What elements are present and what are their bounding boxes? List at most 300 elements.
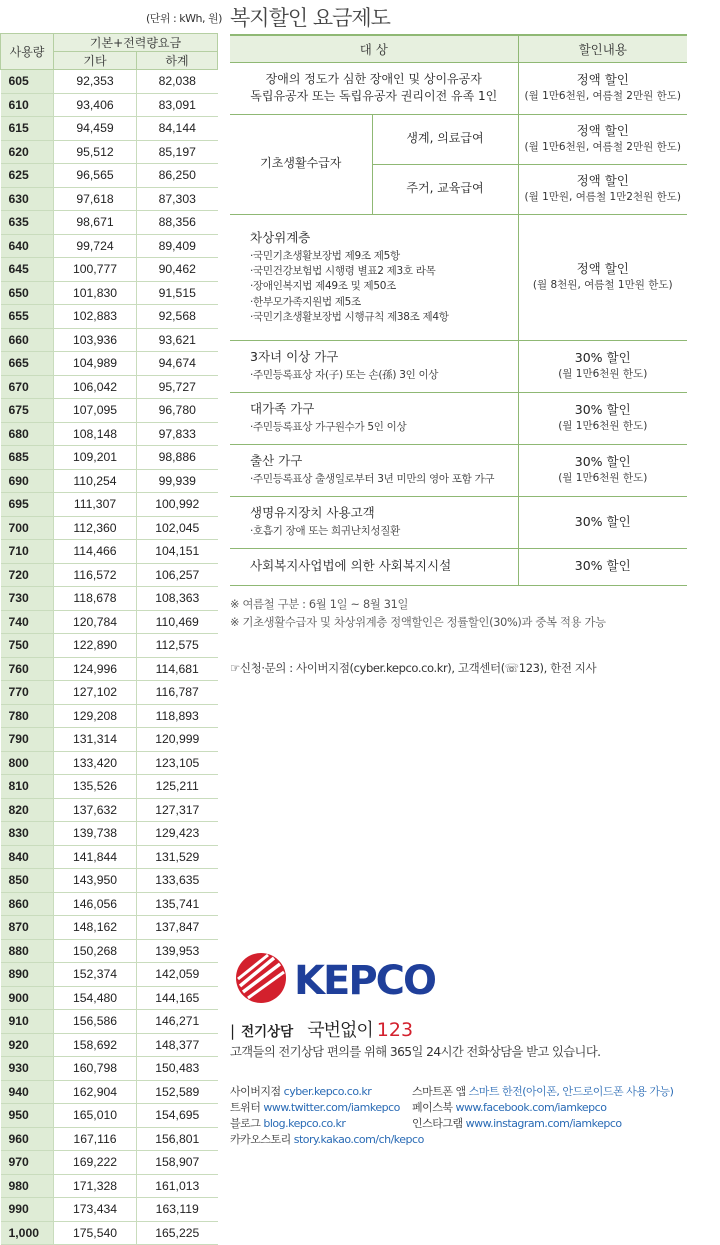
consult-label: 전기상담 xyxy=(241,1024,294,1040)
summer-charge-cell: 146,271 xyxy=(137,1010,218,1034)
usage-cell: 610 xyxy=(1,93,54,117)
rate-row xyxy=(1,892,218,916)
rate-row xyxy=(1,305,218,329)
other-charge-cell: 122,890 xyxy=(54,634,137,658)
discount-sub: (월 1만6천원, 여름철 2만원 한도) xyxy=(524,90,681,103)
rate-row xyxy=(1,258,218,282)
summer-charge-cell: 87,303 xyxy=(137,187,218,211)
discount-main: 정액 할인 xyxy=(576,261,629,277)
summer-charge-cell: 93,621 xyxy=(137,328,218,352)
usage-cell: 660 xyxy=(1,328,54,352)
other-charge-cell: 127,102 xyxy=(54,681,137,705)
usage-cell: 980 xyxy=(1,1174,54,1198)
discount-sub: (월 8천원, 여름철 1만원 한도) xyxy=(532,279,673,292)
contact-label: 트위터 xyxy=(230,1101,261,1114)
summer-charge-cell: 135,741 xyxy=(137,892,218,916)
summer-charge-cell: 83,091 xyxy=(137,93,218,117)
rate-row xyxy=(1,1198,218,1222)
birth-target xyxy=(230,444,518,496)
usage-cell: 680 xyxy=(1,422,54,446)
welfare-table xyxy=(230,34,687,586)
other-charge-cell: 133,420 xyxy=(54,751,137,775)
usage-cell: 710 xyxy=(1,540,54,564)
rate-row xyxy=(1,1221,218,1245)
rate-row xyxy=(1,845,218,869)
life-support-line: ·호흡기 장애 또는 희귀난치성질환 xyxy=(250,525,400,538)
other-charge-cell: 129,208 xyxy=(54,704,137,728)
usage-cell: 780 xyxy=(1,704,54,728)
summer-charge-cell: 148,377 xyxy=(137,1033,218,1057)
discount-main: 정액 할인 xyxy=(576,72,629,88)
other-charge-cell: 143,950 xyxy=(54,869,137,893)
summer-charge-cell: 137,847 xyxy=(137,916,218,940)
usage-cell: 990 xyxy=(1,1198,54,1222)
usage-cell: 650 xyxy=(1,281,54,305)
contact-link[interactable]: story.kakao.com/ch/kepco xyxy=(293,1133,424,1146)
contact-twitter xyxy=(230,1099,400,1115)
contact-label: 페이스북 xyxy=(412,1101,453,1114)
other-charge-cell: 167,116 xyxy=(54,1127,137,1151)
large-family-line: ·주민등록표상 가구원수가 5인 이상 xyxy=(250,421,407,434)
summer-charge-cell: 106,257 xyxy=(137,563,218,587)
rate-row xyxy=(1,986,218,1010)
summer-charge-cell: 133,635 xyxy=(137,869,218,893)
other-charge-cell: 97,618 xyxy=(54,187,137,211)
life-support-target xyxy=(230,496,518,548)
rate-row xyxy=(1,140,218,164)
other-charge-cell: 94,459 xyxy=(54,117,137,141)
summer-charge-cell: 139,953 xyxy=(137,939,218,963)
other-charge-cell: 150,268 xyxy=(54,939,137,963)
other-charge-cell: 173,434 xyxy=(54,1198,137,1222)
other-charge-cell: 112,360 xyxy=(54,516,137,540)
usage-cell: 920 xyxy=(1,1033,54,1057)
near-poor-line: ·국민건강보험법 시행령 별표2 제3호 라목 xyxy=(250,265,436,278)
other-charge-cell: 95,512 xyxy=(54,140,137,164)
row-birth xyxy=(230,444,687,496)
usage-cell: 840 xyxy=(1,845,54,869)
usage-cell: 690 xyxy=(1,469,54,493)
usage-cell: 675 xyxy=(1,399,54,423)
other-charge-cell: 109,201 xyxy=(54,446,137,470)
summer-charge-cell: 118,893 xyxy=(137,704,218,728)
note-summer-period: ※ 여름철 구분 : 6월 1일 ~ 8월 31일 xyxy=(230,598,409,611)
summer-charge-cell: 114,681 xyxy=(137,657,218,681)
other-charge-cell: 106,042 xyxy=(54,375,137,399)
usage-cell: 605 xyxy=(1,70,54,94)
discount-main: 30% 할인 xyxy=(574,513,631,529)
summer-charge-cell: 142,059 xyxy=(137,963,218,987)
rate-row xyxy=(1,634,218,658)
summer-charge-cell: 116,787 xyxy=(137,681,218,705)
disabled-line1: 장애의 정도가 심한 장애인 및 상이유공자 xyxy=(265,71,482,86)
rate-row xyxy=(1,1104,218,1128)
usage-cell: 890 xyxy=(1,963,54,987)
rate-row xyxy=(1,939,218,963)
other-charge-cell: 124,996 xyxy=(54,657,137,681)
summer-charge-cell: 112,575 xyxy=(137,634,218,658)
near-poor-line: ·국민기초생활보장법 시행규칙 제38조 제4항 xyxy=(250,310,449,323)
discount-main: 30% 할인 xyxy=(574,350,631,366)
near-poor-line: ·국민기초생활보장법 제9조 제5항 xyxy=(250,250,400,263)
other-charge-cell: 171,328 xyxy=(54,1174,137,1198)
usage-cell: 665 xyxy=(1,352,54,376)
rate-table-unit: (단위 : kWh, 원) xyxy=(146,12,222,25)
usage-cell: 960 xyxy=(1,1127,54,1151)
summer-charge-cell: 120,999 xyxy=(137,728,218,752)
header-discount: 할인내용 xyxy=(518,35,687,62)
rate-table-body xyxy=(1,70,218,1245)
rate-row xyxy=(1,751,218,775)
usage-cell: 810 xyxy=(1,775,54,799)
usage-cell: 695 xyxy=(1,493,54,517)
rate-row xyxy=(1,328,218,352)
summer-charge-cell: 110,469 xyxy=(137,610,218,634)
other-charge-cell: 169,222 xyxy=(54,1151,137,1175)
rate-row xyxy=(1,493,218,517)
usage-cell: 850 xyxy=(1,869,54,893)
summer-charge-cell: 85,197 xyxy=(137,140,218,164)
other-charge-cell: 148,162 xyxy=(54,916,137,940)
usage-cell: 790 xyxy=(1,728,54,752)
contact-facebook xyxy=(412,1099,606,1115)
contact-instagram xyxy=(412,1115,622,1131)
contact-link[interactable]: www.facebook.com/iamkepco xyxy=(455,1101,607,1114)
summer-charge-cell: 99,939 xyxy=(137,469,218,493)
rate-row xyxy=(1,1010,218,1034)
contact-link[interactable]: www.twitter.com/iamkepco xyxy=(263,1101,400,1114)
contact-link[interactable]: blog.kepco.co.kr xyxy=(263,1117,346,1130)
other-charge-cell: 135,526 xyxy=(54,775,137,799)
usage-cell: 645 xyxy=(1,258,54,282)
rate-row xyxy=(1,117,218,141)
usage-cell: 860 xyxy=(1,892,54,916)
other-charge-cell: 108,148 xyxy=(54,422,137,446)
rate-row xyxy=(1,1174,218,1198)
usage-cell: 635 xyxy=(1,211,54,235)
rate-row xyxy=(1,422,218,446)
disabled-line2: 독립유공자 또는 독립유공자 권리이전 유족 1인 xyxy=(250,89,498,103)
summer-charge-cell: 154,695 xyxy=(137,1104,218,1128)
rate-row xyxy=(1,93,218,117)
basic-livelihood-sub2-discount xyxy=(518,164,687,214)
other-charge-cell: 160,798 xyxy=(54,1057,137,1081)
discount-main: 정액 할인 xyxy=(576,123,629,139)
other-charge-cell: 139,738 xyxy=(54,822,137,846)
rate-row xyxy=(1,869,218,893)
rate-row xyxy=(1,798,218,822)
usage-cell: 760 xyxy=(1,657,54,681)
contact-link[interactable]: www.instagram.com/iamkepco xyxy=(465,1117,622,1130)
usage-cell: 820 xyxy=(1,798,54,822)
other-charge-cell: 104,989 xyxy=(54,352,137,376)
rate-row xyxy=(1,540,218,564)
summer-charge-cell: 84,144 xyxy=(137,117,218,141)
basic-livelihood-sub2-label: 주거, 교육급여 xyxy=(372,164,518,214)
usage-cell: 655 xyxy=(1,305,54,329)
usage-cell: 970 xyxy=(1,1151,54,1175)
summer-charge-cell: 98,886 xyxy=(137,446,218,470)
other-charge-cell: 146,056 xyxy=(54,892,137,916)
rate-row xyxy=(1,704,218,728)
usage-cell: 730 xyxy=(1,587,54,611)
other-charge-cell: 154,480 xyxy=(54,986,137,1010)
near-poor-line: ·한부모가족지원법 제5조 xyxy=(250,295,361,308)
contact-label: 카카오스토리 xyxy=(230,1133,291,1146)
discount-main: 30% 할인 xyxy=(574,402,631,418)
near-poor-line: ·장애인복지법 제49조 및 제50조 xyxy=(250,280,396,293)
row-three-children xyxy=(230,340,687,392)
birth-discount xyxy=(518,444,687,496)
rate-row xyxy=(1,164,218,188)
discount-sub: (월 1만6천원 한도) xyxy=(558,472,648,485)
summer-charge-cell: 131,529 xyxy=(137,845,218,869)
other-charge-cell: 120,784 xyxy=(54,610,137,634)
summer-charge-cell: 125,211 xyxy=(137,775,218,799)
three-children-title: 3자녀 이상 가구 xyxy=(250,349,339,365)
rate-table xyxy=(0,33,218,1245)
summer-charge-cell: 97,833 xyxy=(137,422,218,446)
summer-charge-cell: 156,801 xyxy=(137,1127,218,1151)
other-charge-cell: 116,572 xyxy=(54,563,137,587)
rate-row xyxy=(1,657,218,681)
rate-row xyxy=(1,1127,218,1151)
welfare-notes xyxy=(230,596,606,632)
row-basic-livelihood-1 xyxy=(230,114,687,164)
rate-row xyxy=(1,234,218,258)
other-charge-cell: 92,353 xyxy=(54,70,137,94)
header-target: 대 상 xyxy=(230,35,518,62)
three-children-line: ·주민등록표상 자(子) 또는 손(孫) 3인 이상 xyxy=(250,369,439,382)
rate-row xyxy=(1,281,218,305)
basic-livelihood-sub1-label: 생계, 의료급여 xyxy=(372,114,518,164)
consult-description: 고객들의 전기상담 편의를 위해 365일 24시간 전화상담을 받고 있습니다. xyxy=(230,1045,601,1059)
summer-charge-cell: 165,225 xyxy=(137,1221,218,1245)
other-charge-cell: 118,678 xyxy=(54,587,137,611)
rate-row xyxy=(1,516,218,540)
other-charge-cell: 107,095 xyxy=(54,399,137,423)
disabled-target xyxy=(230,62,518,114)
rate-row xyxy=(1,610,218,634)
rate-row xyxy=(1,352,218,376)
usage-cell: 615 xyxy=(1,117,54,141)
rate-row xyxy=(1,916,218,940)
note-duplicate-discount: ※ 기초생활수급자 및 차상위계층 정액할인은 정률할인(30%)과 중복 적용 가능 xyxy=(230,616,606,629)
header-summer-season: 하계 xyxy=(137,52,218,70)
summer-charge-cell: 150,483 xyxy=(137,1057,218,1081)
summer-charge-cell: 88,356 xyxy=(137,211,218,235)
kepco-wordmark: KEPCO xyxy=(294,958,435,1004)
rate-row xyxy=(1,187,218,211)
rate-row xyxy=(1,963,218,987)
contact-link[interactable]: 스마트 한전(아이폰, 안드로이드폰 사용 가능) xyxy=(468,1085,674,1098)
other-charge-cell: 110,254 xyxy=(54,469,137,493)
welfare-facility-discount xyxy=(518,548,687,585)
near-poor-discount xyxy=(518,214,687,340)
other-charge-cell: 165,010 xyxy=(54,1104,137,1128)
discount-sub: (월 1만6천원, 여름철 2만원 한도) xyxy=(524,141,681,154)
summer-charge-cell: 86,250 xyxy=(137,164,218,188)
usage-cell: 910 xyxy=(1,1010,54,1034)
summer-charge-cell: 96,780 xyxy=(137,399,218,423)
near-poor-title: 차상위계층 xyxy=(250,229,311,245)
usage-cell: 800 xyxy=(1,751,54,775)
basic-livelihood-sub1-discount xyxy=(518,114,687,164)
other-charge-cell: 162,904 xyxy=(54,1080,137,1104)
three-children-target xyxy=(230,340,518,392)
large-family-target xyxy=(230,392,518,444)
contact-label: 인스타그램 xyxy=(412,1117,463,1130)
row-large-family xyxy=(230,392,687,444)
contact-cyber xyxy=(230,1083,371,1099)
usage-cell: 740 xyxy=(1,610,54,634)
consult-row xyxy=(230,1016,413,1042)
rate-row xyxy=(1,822,218,846)
usage-cell: 640 xyxy=(1,234,54,258)
summer-charge-cell: 104,151 xyxy=(137,540,218,564)
other-charge-cell: 114,466 xyxy=(54,540,137,564)
summer-charge-cell: 152,589 xyxy=(137,1080,218,1104)
usage-cell: 700 xyxy=(1,516,54,540)
summer-charge-cell: 89,409 xyxy=(137,234,218,258)
consult-divider: | xyxy=(230,1022,236,1040)
row-disabled xyxy=(230,62,687,114)
discount-sub: (월 1만원, 여름철 1만2천원 한도) xyxy=(524,191,681,204)
summer-charge-cell: 91,515 xyxy=(137,281,218,305)
usage-cell: 900 xyxy=(1,986,54,1010)
other-charge-cell: 111,307 xyxy=(54,493,137,517)
usage-cell: 685 xyxy=(1,446,54,470)
discount-sub: (월 1만6천원 한도) xyxy=(558,368,648,381)
life-support-discount xyxy=(518,496,687,548)
summer-charge-cell: 108,363 xyxy=(137,587,218,611)
summer-charge-cell: 94,674 xyxy=(137,352,218,376)
other-charge-cell: 102,883 xyxy=(54,305,137,329)
row-welfare-facility xyxy=(230,548,687,585)
other-charge-cell: 156,586 xyxy=(54,1010,137,1034)
consult-phone-number[interactable]: 123 xyxy=(376,1019,414,1041)
welfare-facility-target xyxy=(230,548,518,585)
other-charge-cell: 158,692 xyxy=(54,1033,137,1057)
large-family-title: 대가족 가구 xyxy=(250,401,315,417)
usage-cell: 940 xyxy=(1,1080,54,1104)
summer-charge-cell: 102,045 xyxy=(137,516,218,540)
consult-main-text: 국번없이 xyxy=(307,1020,373,1041)
other-charge-cell: 100,777 xyxy=(54,258,137,282)
rate-row xyxy=(1,681,218,705)
other-charge-cell: 131,314 xyxy=(54,728,137,752)
other-charge-cell: 152,374 xyxy=(54,963,137,987)
usage-cell: 625 xyxy=(1,164,54,188)
usage-cell: 720 xyxy=(1,563,54,587)
contact-label: 사이버지점 xyxy=(230,1085,281,1098)
apply-contact-info: ☞신청·문의 : 사이버지점(cyber.kepco.co.kr), 고객센터(☏123), 한전 지사 xyxy=(230,661,597,675)
three-children-discount xyxy=(518,340,687,392)
rate-row xyxy=(1,446,218,470)
rate-row xyxy=(1,469,218,493)
usage-cell: 750 xyxy=(1,634,54,658)
summer-charge-cell: 163,119 xyxy=(137,1198,218,1222)
summer-charge-cell: 144,165 xyxy=(137,986,218,1010)
summer-charge-cell: 129,423 xyxy=(137,822,218,846)
summer-charge-cell: 100,992 xyxy=(137,493,218,517)
contact-link[interactable]: cyber.kepco.co.kr xyxy=(283,1085,372,1098)
usage-cell: 930 xyxy=(1,1057,54,1081)
discount-sub: (월 1만6천원 한도) xyxy=(558,420,648,433)
birth-line: ·주민등록표상 출생일로부터 3년 미만의 영아 포함 가구 xyxy=(250,473,495,486)
rate-row xyxy=(1,587,218,611)
summer-charge-cell: 161,013 xyxy=(137,1174,218,1198)
header-usage: 사용량 xyxy=(1,34,54,70)
discount-main: 30% 할인 xyxy=(574,558,631,574)
usage-cell: 620 xyxy=(1,140,54,164)
other-charge-cell: 103,936 xyxy=(54,328,137,352)
discount-main: 30% 할인 xyxy=(574,454,631,470)
contact-kakao xyxy=(230,1131,424,1147)
rate-row xyxy=(1,1033,218,1057)
usage-cell: 670 xyxy=(1,375,54,399)
summer-charge-cell: 158,907 xyxy=(137,1151,218,1175)
usage-cell: 830 xyxy=(1,822,54,846)
summer-charge-cell: 90,462 xyxy=(137,258,218,282)
rate-row xyxy=(1,399,218,423)
other-charge-cell: 101,830 xyxy=(54,281,137,305)
discount-main: 정액 할인 xyxy=(576,173,629,189)
row-life-support xyxy=(230,496,687,548)
usage-cell: 770 xyxy=(1,681,54,705)
kepco-emblem-icon xyxy=(236,953,286,1003)
summer-charge-cell: 92,568 xyxy=(137,305,218,329)
summer-charge-cell: 123,105 xyxy=(137,751,218,775)
other-charge-cell: 141,844 xyxy=(54,845,137,869)
usage-cell: 870 xyxy=(1,916,54,940)
near-poor-target xyxy=(230,214,518,340)
other-charge-cell: 99,724 xyxy=(54,234,137,258)
rate-row xyxy=(1,728,218,752)
usage-cell: 1,000 xyxy=(1,1221,54,1245)
rate-row xyxy=(1,775,218,799)
rate-row xyxy=(1,70,218,94)
summer-charge-cell: 127,317 xyxy=(137,798,218,822)
other-charge-cell: 96,565 xyxy=(54,164,137,188)
header-basic-energy-charge: 기본+전력량요금 xyxy=(54,34,218,52)
summer-charge-cell: 82,038 xyxy=(137,70,218,94)
usage-cell: 880 xyxy=(1,939,54,963)
contact-label: 스마트폰 앱 xyxy=(412,1085,466,1098)
rate-row xyxy=(1,375,218,399)
rate-row xyxy=(1,563,218,587)
rate-row xyxy=(1,1080,218,1104)
kepco-logo xyxy=(230,952,470,1004)
contact-blog xyxy=(230,1115,345,1131)
basic-livelihood-label: 기초생활수급자 xyxy=(230,114,372,214)
summer-charge-cell: 95,727 xyxy=(137,375,218,399)
header-other-season: 기타 xyxy=(54,52,137,70)
other-charge-cell: 137,632 xyxy=(54,798,137,822)
life-support-title: 생명유지장치 사용고객 xyxy=(250,505,375,521)
rate-row xyxy=(1,1057,218,1081)
rate-row xyxy=(1,211,218,235)
welfare-facility-title: 사회복지사업법에 의한 사회복지시설 xyxy=(250,558,452,574)
row-near-poor xyxy=(230,214,687,340)
other-charge-cell: 98,671 xyxy=(54,211,137,235)
other-charge-cell: 93,406 xyxy=(54,93,137,117)
contact-app xyxy=(412,1083,673,1099)
welfare-title: 복지할인 요금제도 xyxy=(230,6,390,30)
birth-title: 출산 가구 xyxy=(250,453,303,469)
disabled-discount xyxy=(518,62,687,114)
other-charge-cell: 175,540 xyxy=(54,1221,137,1245)
